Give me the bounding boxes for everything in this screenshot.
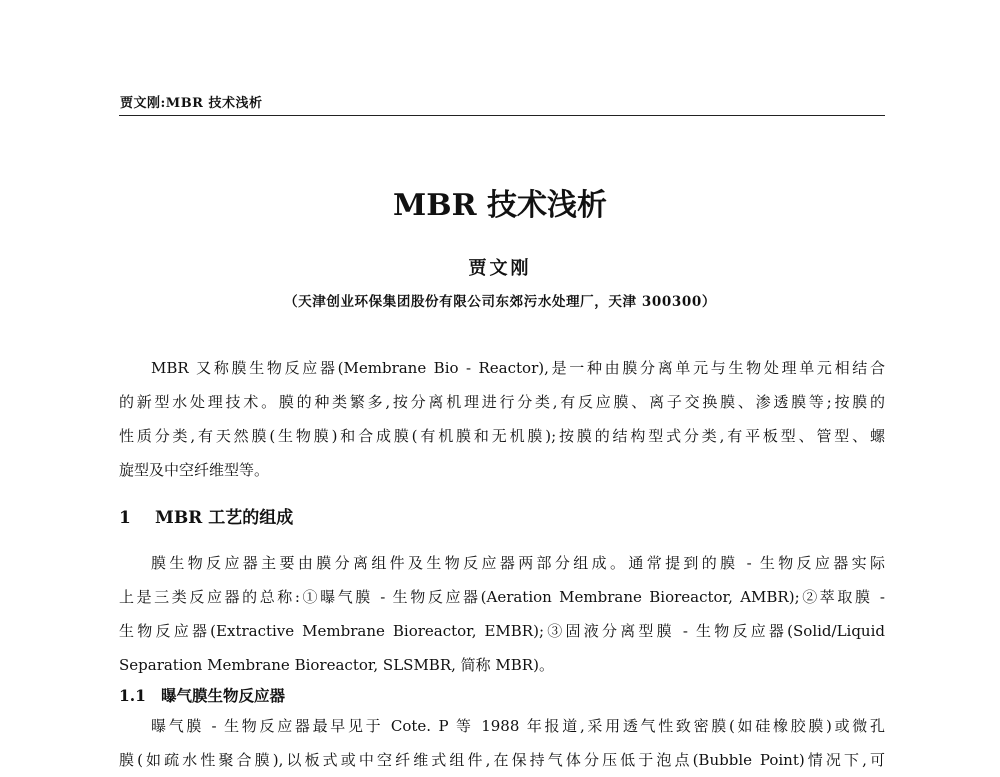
paper-title: MBR 技术浅析: [393, 188, 607, 223]
intro-line: 性质分类,有天然膜(生物膜)和合成膜(有机膜和无机膜);按膜的结构型式分类,有平板型、管型、螺: [119, 427, 885, 445]
subsection-line: 膜(如疏水性聚合膜),以板式或中空纤维式组件,在保持气体分压低于泡点(Bubble Point)情况下,可: [119, 751, 885, 769]
subsection-number: 1.1: [119, 686, 146, 705]
intro-line: MBR 又称膜生物反应器(Membrane Bio - Reactor),是一种由膜分离单元与生物处理单元相结合: [151, 359, 885, 377]
subsection-title: 曝气膜生物反应器: [161, 686, 286, 705]
intro-line: 旋型及中空纤维型等。: [119, 461, 270, 479]
section-1-line: Separation Membrane Bioreactor, SLSMBR, 简称 MBR)。: [119, 656, 554, 674]
section-number: 1: [119, 508, 131, 528]
intro-paragraph: [119, 351, 885, 487]
author-affiliation: （天津创业环保集团股份有限公司东郊污水处理厂，天津 300300）: [284, 294, 716, 310]
section-1-line: 上是三类反应器的总称:①曝气膜 - 生物反应器(Aeration Membrane Bioreactor, AMBR);②萃取膜 -: [119, 588, 885, 606]
running-header: 贾文刚:MBR 技术浅析: [120, 96, 263, 111]
section-1-line: 膜生物反应器主要由膜分离组件及生物反应器两部分组成。通常提到的膜 - 生物反应器实际: [151, 554, 885, 572]
subsection-1-1-heading: [119, 684, 285, 706]
subsection-line: 曝气膜 - 生物反应器最早见于 Cote. P 等 1988 年报道,采用透气性致密膜(如硅橡胶膜)或微孔: [151, 717, 885, 735]
subsection-1-1-paragraph: [119, 709, 885, 777]
header-rule: [119, 115, 885, 116]
section-title: MBR 工艺的组成: [155, 508, 294, 528]
intro-line: 的新型水处理技术。膜的种类繁多,按分离机理进行分类,有反应膜、离子交换膜、渗透膜等;按膜的: [119, 393, 885, 411]
section-1-line: 生物反应器(Extractive Membrane Bioreactor, EMBR);③固液分离型膜 - 生物反应器(Solid/Liquid: [119, 622, 885, 640]
section-1-heading: [119, 503, 293, 528]
author-name: 贾文刚: [468, 258, 532, 279]
section-1-paragraph: [119, 546, 885, 682]
